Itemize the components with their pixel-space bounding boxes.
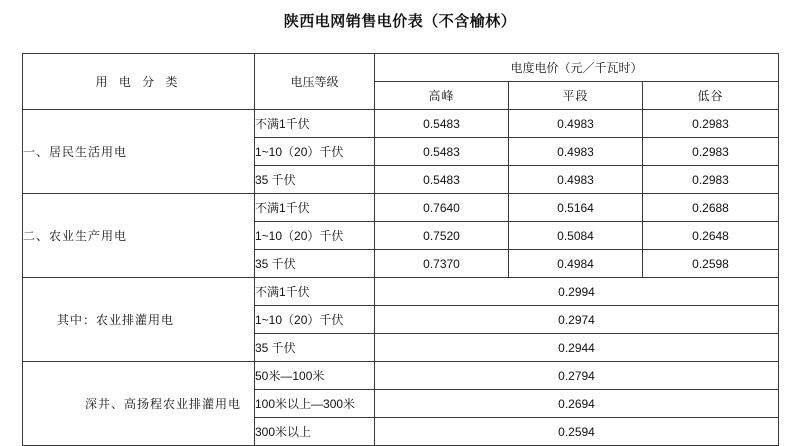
header-flat: 平段 xyxy=(509,82,643,110)
price-flat: 0.5164 xyxy=(509,194,643,222)
table-row xyxy=(23,362,779,390)
price-single: 0.2994 xyxy=(375,278,779,306)
category-agriculture: 二、农业生产用电 xyxy=(23,194,255,278)
voltage-level: 50米—100米 xyxy=(255,362,375,390)
header-peak: 高峰 xyxy=(375,82,509,110)
voltage-level: 35 千伏 xyxy=(255,334,375,362)
price-peak: 0.7520 xyxy=(375,222,509,250)
voltage-level: 35 千伏 xyxy=(255,166,375,194)
price-peak: 0.7640 xyxy=(375,194,509,222)
voltage-level: 35 千伏 xyxy=(255,250,375,278)
header-category: 用 电 分 类 xyxy=(23,54,255,110)
voltage-level: 100米以上—300米 xyxy=(255,390,375,418)
price-peak: 0.5483 xyxy=(375,138,509,166)
price-valley: 0.2983 xyxy=(643,138,779,166)
table-row xyxy=(23,110,779,138)
category-irrigation: 其中：农业排灌用电 xyxy=(23,278,255,362)
price-valley: 0.2598 xyxy=(643,250,779,278)
voltage-level: 300米以上 xyxy=(255,418,375,446)
price-flat: 0.4983 xyxy=(509,110,643,138)
voltage-level: 不满1千伏 xyxy=(255,278,375,306)
header-price-group: 电度电价（元／千瓦时） xyxy=(375,54,779,82)
electricity-price-table xyxy=(22,53,779,446)
price-peak: 0.5483 xyxy=(375,166,509,194)
category-deep-well-irrigation: 深井、高扬程农业排灌用电 xyxy=(23,362,255,446)
price-valley: 0.2688 xyxy=(643,194,779,222)
table-row xyxy=(23,194,779,222)
voltage-level: 1~10（20）千伏 xyxy=(255,222,375,250)
page-title: 陕西电网销售电价表（不含榆林） xyxy=(283,13,517,30)
voltage-level: 不满1千伏 xyxy=(255,110,375,138)
table-header xyxy=(23,54,779,110)
voltage-level: 不满1千伏 xyxy=(255,194,375,222)
header-valley: 低谷 xyxy=(643,82,779,110)
price-peak: 0.5483 xyxy=(375,110,509,138)
price-single: 0.2794 xyxy=(375,362,779,390)
price-valley: 0.2983 xyxy=(643,166,779,194)
voltage-level: 1~10（20）千伏 xyxy=(255,306,375,334)
table-header-row-1 xyxy=(23,54,779,82)
table-body xyxy=(23,110,779,446)
price-single: 0.2944 xyxy=(375,334,779,362)
price-single: 0.2594 xyxy=(375,418,779,446)
header-voltage: 电压等级 xyxy=(255,54,375,110)
price-peak: 0.7370 xyxy=(375,250,509,278)
rate-table-container xyxy=(22,53,778,446)
voltage-level: 1~10（20）千伏 xyxy=(255,138,375,166)
price-flat: 0.4983 xyxy=(509,138,643,166)
price-flat: 0.5084 xyxy=(509,222,643,250)
price-valley: 0.2983 xyxy=(643,110,779,138)
table-row xyxy=(23,278,779,306)
price-flat: 0.4984 xyxy=(509,250,643,278)
price-single: 0.2694 xyxy=(375,390,779,418)
price-flat: 0.4983 xyxy=(509,166,643,194)
price-single: 0.2974 xyxy=(375,306,779,334)
category-residential: 一、居民生活用电 xyxy=(23,110,255,194)
price-valley: 0.2648 xyxy=(643,222,779,250)
